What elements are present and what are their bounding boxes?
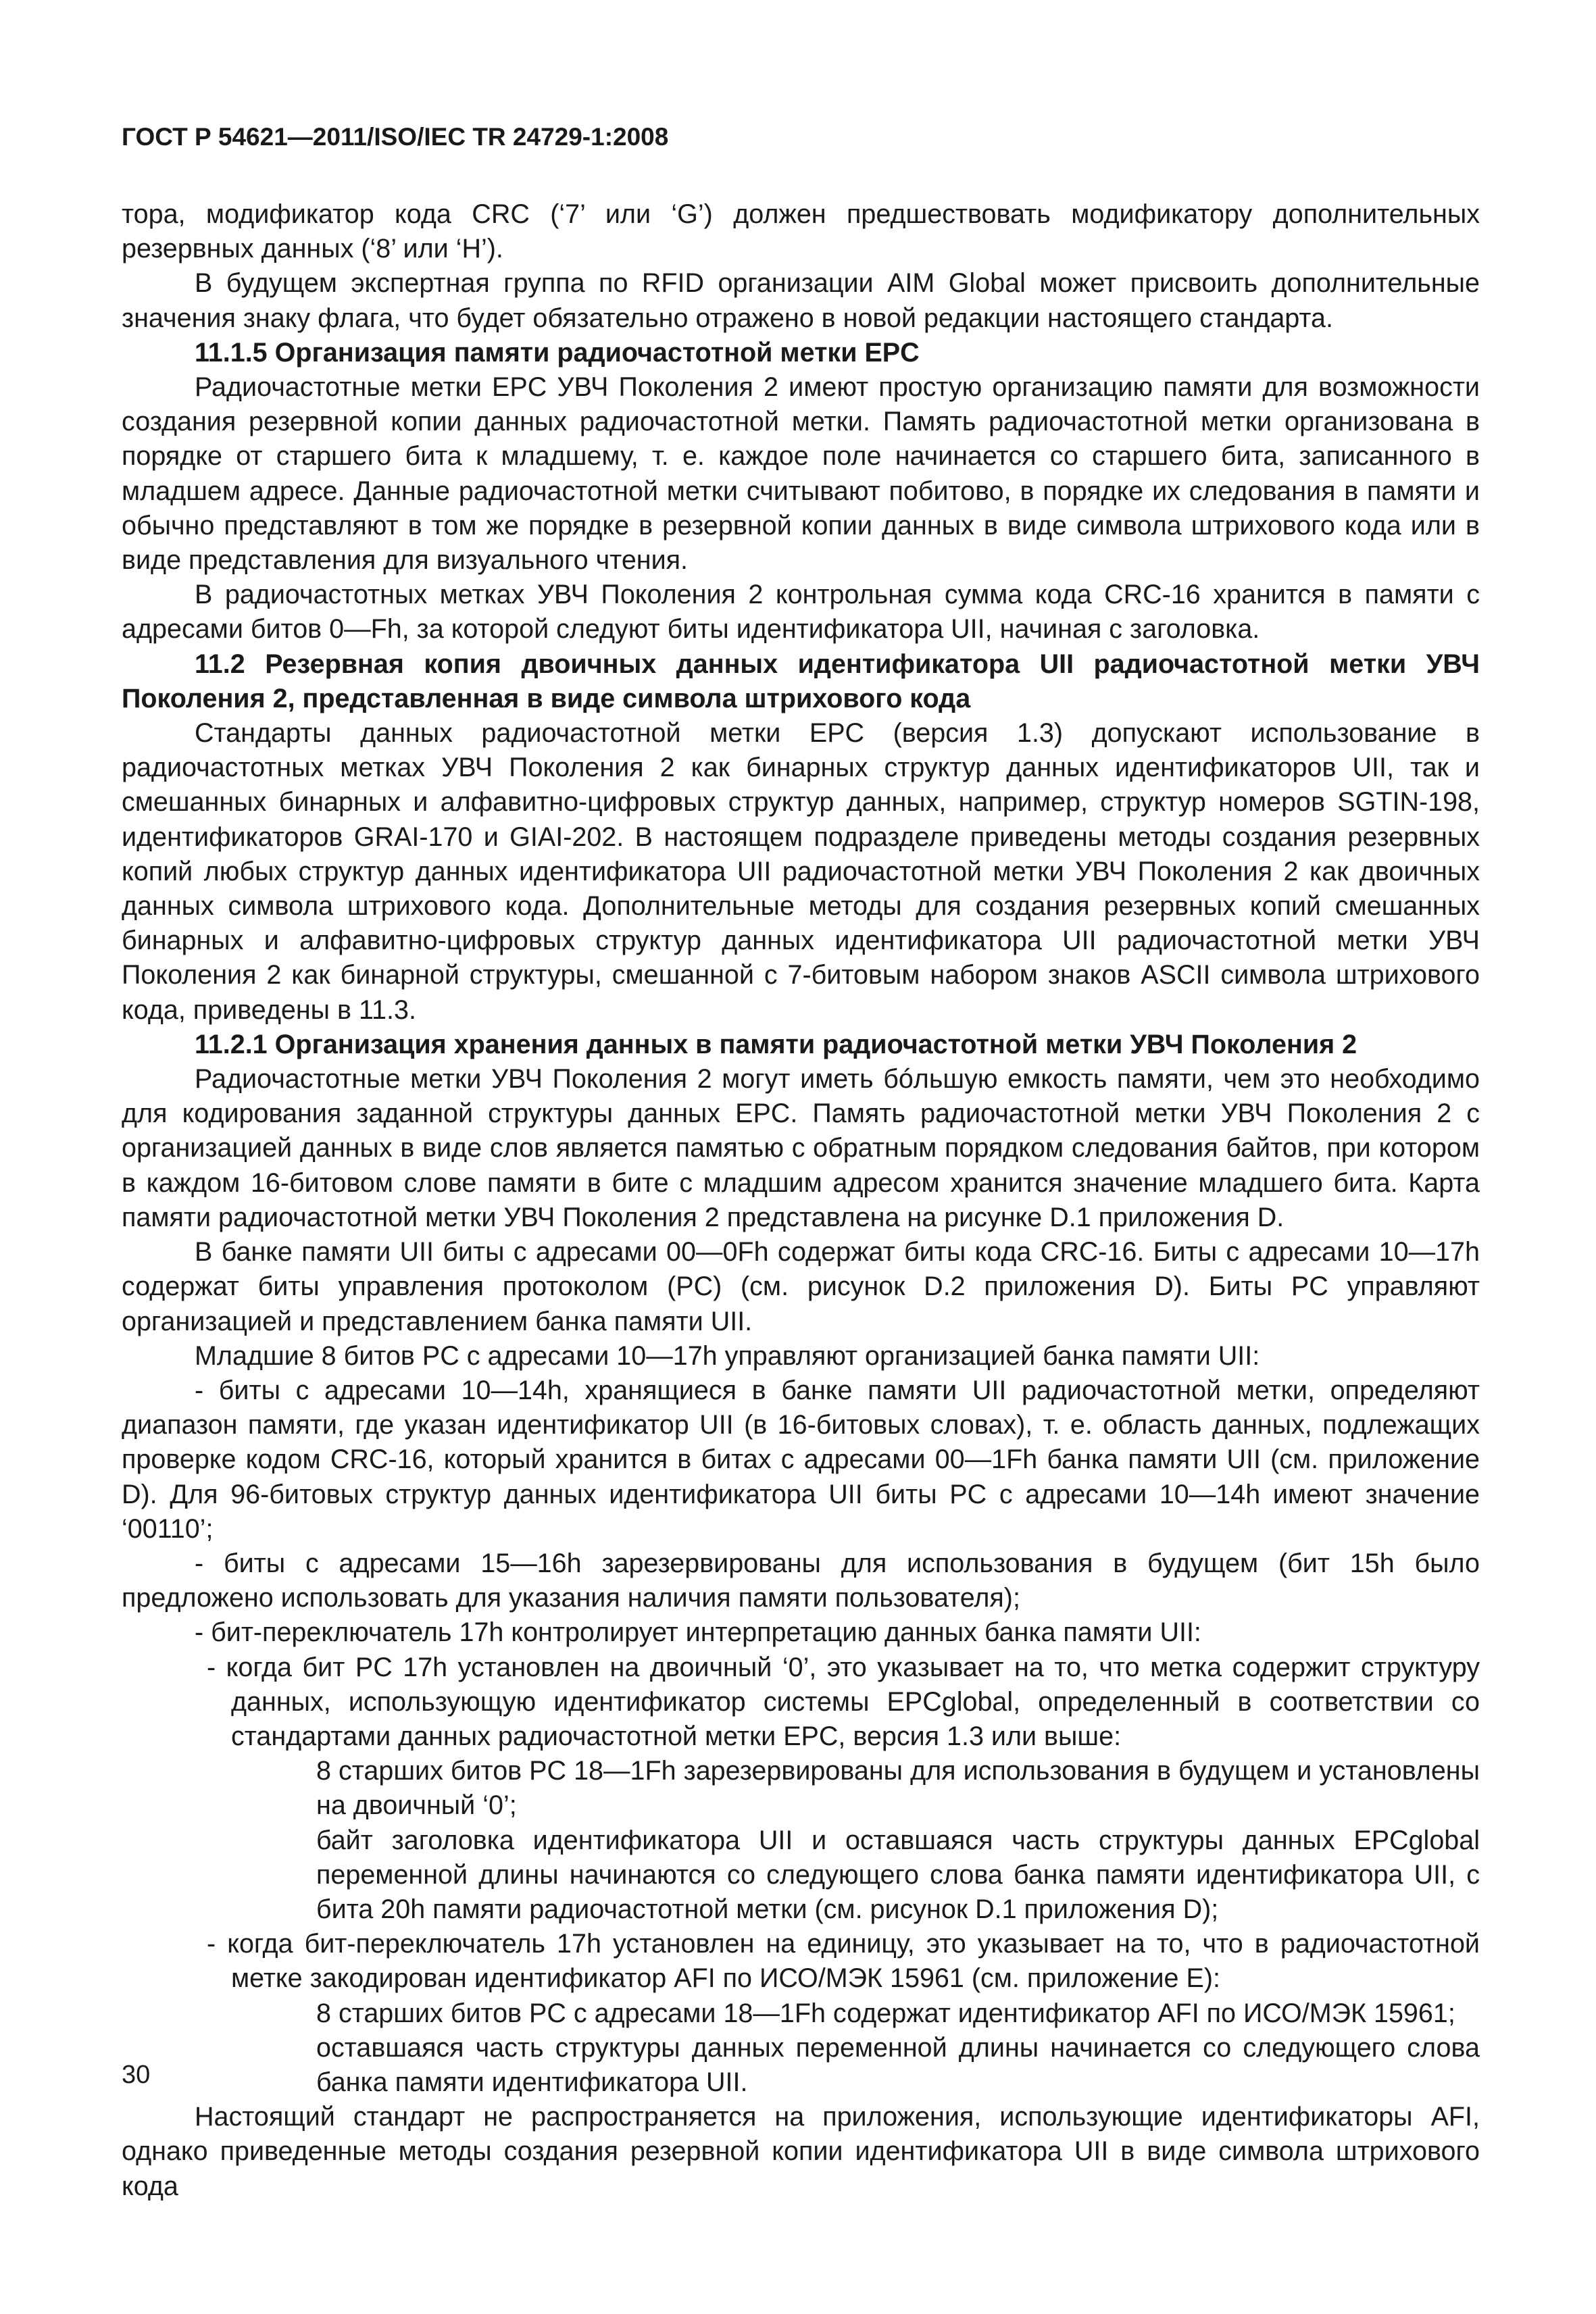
document-page [122, 0, 1480, 2314]
paragraph: Настоящий стандарт не распространяется на приложения, использующие идентификаторы AFI, однако приведенные методы создания резервной копии идентификатора UII в виде символа штрихового кода [122, 2102, 1480, 2201]
paragraph: В радиочастотных метках УВЧ Поколения 2 контрольная сумма кода CRC-16 хранится в памяти с адресами битов 0—Fh, за которой следуют биты идентификатора UII, начиная с заголовка. [122, 580, 1480, 645]
section-heading: 11.2 Резервная копия двоичных данных идентификатора UII радиочастотной метки УВЧ Поколения 2, представленная в виде символа штрихового кода [122, 649, 1480, 713]
list-item: - биты с адресами 10—14h, хранящиеся в банке памяти UII радиочастотной метки, определяют диапазон памяти, где указан идентификатор UII (в 16-битовых словах), т. е. область данных, подлежащих проверке кодом CRC-16, который хранится в битах с адресами 00—1Fh банка памяти UII (см. приложение D). Для 96-битовых структур данных идентификатора UII биты PC с адресами 10—14h имеют значение ‘00110’; [122, 1375, 1480, 1544]
sub-list-item: - когда бит-переключатель 17h установлен на единицу, это указывает на то, что в радиочастотной метке закодирован идентификатор AFI по ИСО/МЭК 15961 (см. приложение E): [207, 1929, 1480, 1994]
sub-sub-paragraph: 8 старших битов PC 18—1Fh зарезервированы для использования в будущем и установлены на двоичный ‘0’; [316, 1756, 1480, 1821]
sub-list-item: - когда бит PC 17h установлен на двоичный ‘0’, это указывает на то, что метка содержит структуру данных, использующую идентификатор системы EPCglobal, определенный в соответствии со стандартами данных радиочастотной метки EPC, версия 1.3 или выше: [207, 1652, 1480, 1751]
paragraph: В будущем экспертная группа по RFID организации AIM Global может присвоить дополнительные значения знаку флага, что будет обязательно отражено в новой редакции настоящего стандарта. [122, 268, 1480, 333]
sub-sub-paragraph: байт заголовка идентификатора UII и оставшаяся часть структуры данных EPCglobal переменной длины начинаются со следующего слова банка памяти идентификатора UII, с бита 20h памяти радиочастотной метки (см. рисунок D.1 приложения D); [316, 1825, 1480, 1924]
section-heading: 11.1.5 Организация памяти радиочастотной метки EPC [195, 337, 920, 368]
list-item: - бит-переключатель 17h контролирует интерпретацию данных банка памяти UII: [195, 1617, 1201, 1648]
paragraph: Радиочастотные метки УВЧ Поколения 2 могут иметь бóльшую емкость памяти, чем это необходимо для кодирования заданной структуры данных EPC. Память радиочастотной метки УВЧ Поколения 2 с организацией данных в виде слов является памятью с обратным порядком следования байтов, при котором в каждом 16-битовом слове памяти в бите с младшим адресом хранится значение младшего бита. Карта памяти радиочастотной метки УВЧ Поколения 2 представлена на рисунке D.1 приложения D. [122, 1064, 1480, 1232]
document-header: ГОСТ Р 54621—2011/ISO/IEC TR 24729-1:2008 [122, 123, 669, 151]
paragraph: тора, модификатор кода CRC (‘7’ или ‘G’) должен предшествовать модификатору дополнительных резервных данных (‘8’ или ‘H’). [122, 199, 1480, 264]
paragraph: В банке памяти UII биты с адресами 00—0Fh содержат биты кода CRC-16. Биты с адресами 10—17h содержат биты управления протоколом (PC) (см. рисунок D.2 приложения D). Биты PC управляют организацией и представлением банка памяти UII. [122, 1237, 1480, 1336]
section-heading: 11.2.1 Организация хранения данных в памяти радиочастотной метки УВЧ Поколения 2 [195, 1029, 1357, 1059]
sub-sub-paragraph: оставшаяся часть структуры данных переменной длины начинается со следующего слова банка памяти идентификатора UII. [316, 2032, 1480, 2097]
paragraph: Радиочастотные метки EPC УВЧ Поколения 2 имеют простую организацию памяти для возможности создания резервной копии данных радиочастотной метки. Память радиочастотной метки организована в порядке от старшего бита к младшему, т. е. каждое поле начинается со старшего бита, записанного в младшем адресе. Данные радиочастотной метки считывают побитово, в порядке их следования в памяти и обычно представляют в том же порядке в резервной копии данных в виде символа штрихового кода или в виде представления для визуального чтения. [122, 372, 1480, 576]
document-body [122, 197, 1480, 2204]
paragraph: Младшие 8 битов PC с адресами 10—17h управляют организацией банка памяти UII: [195, 1340, 1260, 1371]
paragraph: Стандарты данных радиочастотной метки EPC (версия 1.3) допускают использование в радиочастотных метках УВЧ Поколения 2 как бинарных структур данных идентификаторов UII, так и смешанных бинарных и алфавитно-цифровых структур данных, например, структур номеров SGTIN-198, идентификаторов GRAI-170 и GIAI-202. В настоящем подразделе приведены методы создания резервных копий любых структур данных идентификатора UII радиочастотной метки УВЧ Поколения 2 как двоичных данных символа штрихового кода. Дополнительные методы для создания резервных копий смешанных бинарных и алфавитно-цифровых структур данных идентификатора UII радиочастотной метки УВЧ Поколения 2 как бинарной структуры, смешанной с 7-битовым набором знаков ASCII символа штрихового кода, приведены в 11.3. [122, 718, 1480, 1025]
list-item: - биты с адресами 15—16h зарезервированы для использования в будущем (бит 15h было предложено использовать для указания наличия памяти пользователя); [122, 1548, 1480, 1613]
sub-sub-paragraph: 8 старших битов PC с адресами 18—1Fh содержат идентификатор AFI по ИСО/МЭК 15961; [316, 1998, 1455, 2028]
page-number: 30 [122, 2061, 151, 2089]
